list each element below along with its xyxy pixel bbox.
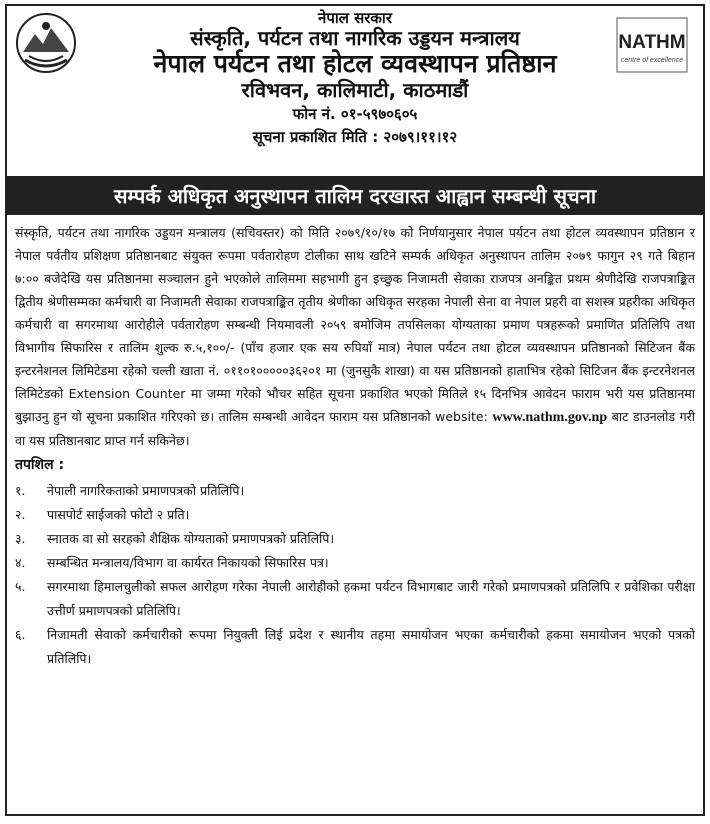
notice-paragraph <box>15 221 695 452</box>
phone-number: फोन नं. ०१-५९७०६०५ <box>292 105 418 123</box>
ministry-name: संस्कृति, पर्यटन तथा नागरिक उड्डयन मन्त्रालय <box>190 26 520 51</box>
paragraph-end: बाट डाउनलोड गरी वा यस प्रतिष्ठानबाट प्राप्त गर्न सकिनेछ। <box>15 409 695 448</box>
item-number: १. <box>15 483 26 498</box>
list-item <box>15 551 695 575</box>
annex-list <box>15 479 695 671</box>
list-item <box>15 503 695 527</box>
item-number: ३. <box>15 531 26 546</box>
list-item <box>15 623 695 671</box>
institution-address: रविभवन, कालिमाटी, काठमाडौं <box>241 78 469 102</box>
paragraph-text: संस्कृति, पर्यटन तथा नागरिक उड्डयन मन्त्रालय (सचिवस्तर) को मिति २०७९/१०/१७ को निर्णयानुसार नेपाल पर्यटन तथा होटल व्यवस्थापन प्रतिष्ठान र नेपाल पर्वतीय प्रशिक्षण प्रतिष्ठानबाट संयुक्त रूपमा पर्वतारोहण टोलीका साथ खटिने सम्पर्क अधिकृत अनुस्थापन तालिम २०७९ फागुन २९ गते बिहान ७:०० बजेदेखि यस प्रतिष्ठानमा सञ्चालन हुने भएकोले तालिममा सहभागी हुन इच्छुक निजामती सेवाका राजपत्र अनङ्कित प्रथम श्रेणीदेखि राजपत्राङ्कित द्वितीय श्रेणीसम्मका कर्मचारी वा निजामती सेवाका राजपत्राङ्कित तृतीय श्रेणीका अधिकृत सरहका नेपाली सेना वा नेपाल प्रहरी वा सशस्त्र प्रहरीका अधिकृत कर्मचारी वा सगरमाथा आरोहीले पर्वतारोहण सम्बन्धी नियमावली २०५९ बमोजिम तपसिलका योग्यताका प्रमाण पत्रहरूको प्रमाणित प्रतिलिपि तथा विभागीय सिफारिस र तालिम शुल्क रु.५,१००/- (पाँच हजार एक सय रुपियाँ मात्र) नेपाल पर्यटन तथा होटल व्यवस्थापन प्रतिष्ठानको सिटिजन बैंक इन्टरनेशनल लिमिटेडमा रहेको चल्ती खाता नं. ०११०१०००००३६२०१ मा (जुनसुकै शाखा) वा यस प्रतिष्ठानको हाताभित्र रहेको सिटिजन बैंक इन्टरनेशनल लिमिटेडको Extension Counter मा जम्मा गरेको भौचर सहित सूचना प्रकाशित भएको मितिले १५ दिनभित्र आवेदन फाराम भरी यस प्रतिष्ठानमा बुझाउनु हुन यो सूचना प्रकाशित गरिएको छ। तालिम सम्बन्धी आवेदन फाराम यस प्रतिष्ठानको website: <box>15 225 695 424</box>
logo-wordmark: NATHM <box>618 32 686 53</box>
list-item <box>15 479 695 503</box>
notice-title: सम्पर्क अधिकृत अनुस्थापन तालिम दरखास्त आह्वान सम्बन्धी सूचना <box>5 176 705 215</box>
notice-header <box>7 6 703 176</box>
list-item <box>15 575 695 623</box>
notice-body <box>7 215 703 671</box>
item-number: ५. <box>15 579 26 594</box>
item-number: ६. <box>15 627 26 642</box>
item-text: निजामती सेवाको कर्मचारीको रूपमा नियुक्ती लिई प्रदेश र स्थानीय तहमा समायोजन भएका कर्मचारीको हकमा समायोजन भएको पत्रको प्रतिलिपि। <box>47 627 695 666</box>
published-date: सूचना प्रकाशित मिति : २०७९।११।१२ <box>252 128 458 147</box>
item-text: सम्बन्धित मन्त्रालय/विभाग वा कार्यरत निकायको सिफारिस पत्र। <box>47 555 329 570</box>
nathm-logo <box>615 14 689 76</box>
item-number: २. <box>15 507 26 522</box>
item-text: सगरमाथा हिमालचुलीको सफल आरोहण गरेका नेपाली आरोहीको हकमा पर्यटन विभागबाट जारी गरेको प्रमाणपत्रको प्रतिलिपि र प्रवेशिका परीक्षा उत्तीर्ण प्रमाणपत्रको प्रतिलिपि। <box>47 579 695 618</box>
logo-tagline: centre of excellence <box>620 57 684 64</box>
item-text: नेपाली नागरिकताको प्रमाणपत्रको प्रतिलिपि। <box>47 483 245 498</box>
government-name: नेपाल सरकार <box>318 9 392 27</box>
nepal-emblem-icon <box>15 12 77 74</box>
item-text: स्नातक वा सो सरहको शैक्षिक योग्यताको प्रमाणपत्रको प्रतिलिपि। <box>47 531 335 546</box>
notice-page <box>5 4 705 816</box>
website-link[interactable]: www.nathm.gov.np <box>492 410 608 425</box>
annex-heading: तपशिल : <box>15 457 65 473</box>
item-text: पासपोर्ट साईजको फोटो २ प्रति। <box>47 507 190 522</box>
item-number: ४. <box>15 555 26 570</box>
list-item <box>15 527 695 551</box>
institution-name: नेपाल पर्यटन तथा होटल व्यवस्थापन प्रतिष्ठान <box>153 49 557 79</box>
